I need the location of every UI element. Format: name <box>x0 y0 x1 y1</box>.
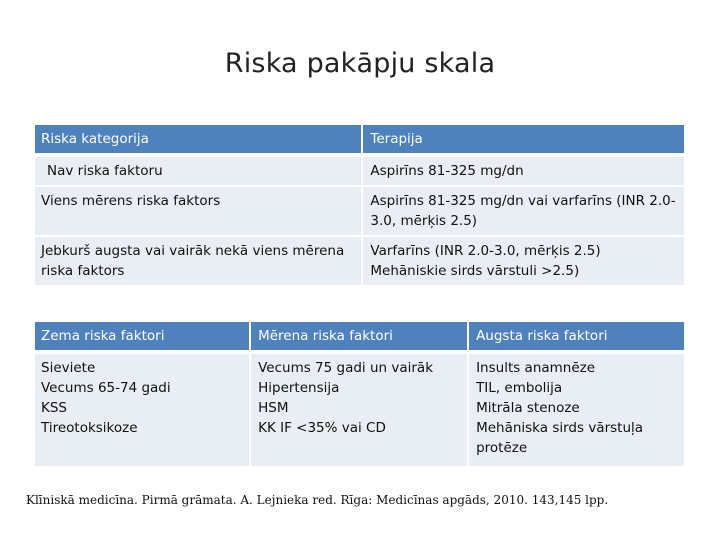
low-risk-factors-cell <box>35 352 249 466</box>
list-item: Mehāniska sirds vārstuļa protēze <box>476 420 644 456</box>
therapy-cell <box>361 235 684 285</box>
list-item: Hipertensija <box>258 380 340 396</box>
list-item: TIL, embolija <box>476 380 563 396</box>
table-row <box>35 155 684 185</box>
header-therapy: Terapija <box>361 125 684 155</box>
moderate-risk-factors-cell <box>249 352 467 466</box>
therapy-cell: Aspirīns 81-325 mg/dn vai varfarīns (INR 2.0-3.0, mērķis 2.5) <box>361 185 684 235</box>
risk-category-cell: Viens mērens riska faktors <box>35 185 361 235</box>
risk-category-cell <box>35 155 361 185</box>
table-header-row <box>35 322 684 352</box>
slide-title: Riska pakāpju skala <box>224 48 496 79</box>
risk-category-text: Nav riska faktoru <box>47 163 163 179</box>
therapy-line: Varfarīns (INR 2.0-3.0, mērķis 2.5) <box>370 243 601 259</box>
list-item: Mitrāla stenoze <box>476 400 580 416</box>
list-item: Vecums 75 gadi un vairāk <box>258 360 434 376</box>
table-row <box>35 235 684 285</box>
list-item: HSM <box>258 400 289 416</box>
table-row <box>35 185 684 235</box>
list-item: Sieviete <box>41 360 96 376</box>
risk-factors-table <box>35 322 684 466</box>
list-item: KSS <box>41 400 67 416</box>
high-risk-factors-cell <box>467 352 684 466</box>
list-item: Insults anamnēze <box>476 360 596 376</box>
header-low-risk: Zema riska faktori <box>35 322 249 352</box>
list-item: Vecums 65-74 gadi <box>41 380 171 396</box>
therapy-cell: Aspirīns 81-325 mg/dn <box>361 155 684 185</box>
header-high-risk: Augsta riska faktori <box>467 322 684 352</box>
risk-category-cell: Jebkurš augsta vai vairāk nekā viens mērena riska faktors <box>35 235 361 285</box>
therapy-line: Mehāniskie sirds vārstuli >2.5) <box>370 263 580 279</box>
citation-footnote: Klīniskā medicīna. Pirmā grāmata. A. Lejnieka red. Rīga: Medicīnas apgāds, 2010. 143,145 lpp. <box>26 493 609 507</box>
header-risk-category: Riska kategorija <box>35 125 361 155</box>
list-item: Tireotoksikoze <box>41 420 138 436</box>
table-row <box>35 352 684 466</box>
table-header-row <box>35 125 684 155</box>
list-item: KK IF <35% vai CD <box>258 420 386 436</box>
risk-therapy-table <box>35 125 684 285</box>
header-moderate-risk: Mērena riska faktori <box>249 322 467 352</box>
